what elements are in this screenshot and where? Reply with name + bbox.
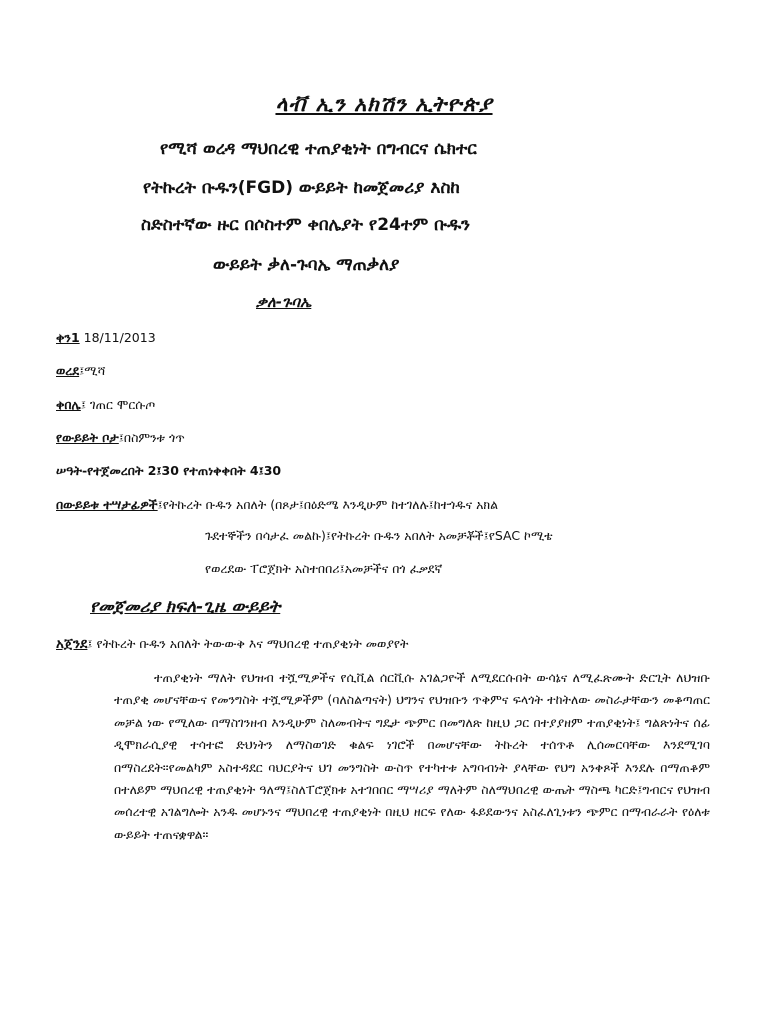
venue-value: ፤በስምንቱ ጎጥ xyxy=(118,430,185,445)
time-row: ሠዓት-የተጀመረበት 2፤30 የተጠነቀቀበት 4፤30 xyxy=(56,463,282,478)
participants-label: በውይይቱ ተሣታፊዎች xyxy=(56,497,158,512)
woreda-value: ፤ሚሻ xyxy=(79,363,106,378)
section-heading: የመጀመሪያ ክፍለ-ጊዜ ውይይት xyxy=(90,597,281,617)
body-paragraph: ተጠያቂነት ማለት የህዝብ ተሿሚዎችና የሲቪል ሰርቪሱ አገልጋዮች ለሚደርሱበት ውሳኔና ለሚፈጽሙት ድርጊት ለህዝቡ ተጠያቂ መሆናቸውና የመንግስት ተሿሚዎችም (ባለስልጣናት) ህግንና የህዝቡን ጥቅምና ፍላጎት ተከትለው መስራታቸውን መቆጣጠር መቻል ነው የሚለው በማስገንዘብ እንዲሁም ስለመብትና ግዴታ ጭምር በመግለጽ ከዚህ ጋር በተያያዘም ተጠያቂነት፤ ግልጽነትና ሰፊ ዲሞክራሲያዊ ተሳተፎ ድህነትን ለማስወገድ ቁልፍ ነገሮች በመሆናቸው ትኩረት ተሰጥቶ ሊሰመርባቸው እንደሚገባ በማስረደት።የመልካም አስተዳደር ባህርያትና ህገ መንግስት ውስጥ የተካተቱ አግባብነት ያላቸው የህግ አንቀጾች እንደሉ በማጠቆም በተለይም ማህበረዊ ተጠያቂነት ዓለማ፤ስለፐሮጀክቱ አተገበበር ማሣሪያ ማለትም ስለማህበረዊ ውጤት ማስጫ ካርድ፤ግብርና የህዝብ መሰረተዊ አገልግሎት አንዱ መሆኑንና ማህበረዊ ተጠያቂነት በዚህ ዘርፍ የለው ፋይደውንና አስፈለጊነቱን ጭምር በማብራራት የዕለቱ ውይይት ተጠናቋዋል። xyxy=(114,670,710,842)
venue-label: የውይይት ቦታ xyxy=(56,430,119,445)
woreda-row xyxy=(56,363,105,379)
date-value: 18/11/2013 xyxy=(79,330,156,345)
agenda-value: ፤ የትኩረት ቡዱን አበለት ትውውቅ እና ማህበረዊ ተጠያቂነት መወያየት xyxy=(87,636,409,651)
participants-row xyxy=(56,497,498,513)
date-label: ቀን1 xyxy=(56,330,80,345)
woreda-label: ወረደ xyxy=(56,363,80,378)
date-row xyxy=(56,330,156,346)
subtitle-line-4: ውይይት ቃለ-ጉባኤ ማጠቃለያ xyxy=(213,255,400,275)
kebele-row xyxy=(56,397,155,413)
agenda-row xyxy=(56,636,408,652)
participants-continuation-2: የወረደው ፐሮጀክት አስተበበሪ፤አመቻችና በጎ ፈቃደኛ xyxy=(205,561,443,576)
participants-continuation-1: ጉደተኞችን በሳታፈ መልኩ)፤የትኩረት ቡዱን አበለት አመቻቾች፤የSAC ኮሚቴ xyxy=(205,528,553,543)
subtitle-line-1: የሚሻ ወረዳ ማህበረዊ ተጠያቂነት በግብርና ሴክተር xyxy=(160,139,477,159)
minutes-heading: ቃለ-ጉባኤ xyxy=(256,293,312,311)
kebele-label: ቀበሌ xyxy=(56,397,81,412)
subtitle-line-2: የትኩረት ቡዱን(FGD) ውይይት ከመጀመሪያ እስከ xyxy=(143,178,460,198)
venue-row xyxy=(56,430,185,446)
subtitle-line-3: ስድስተኛው ዙር በሶስተም ቀበሌያት የ24ተም ቡዱን xyxy=(141,215,471,235)
kebele-value: ፤ ገጠር ሞርሱጦ xyxy=(80,397,156,412)
agenda-label: አጀንደ xyxy=(56,636,88,652)
document-title: ላቭ ኢን አክሽን ኢትዮጵያ xyxy=(275,92,493,116)
participants-value: ፤የትኩረት ቡዱን አበለት (በጾታ፤በዕድሜ እንዲሁም ከተገለሉ፤ከተጎዱና አክል xyxy=(157,497,499,512)
